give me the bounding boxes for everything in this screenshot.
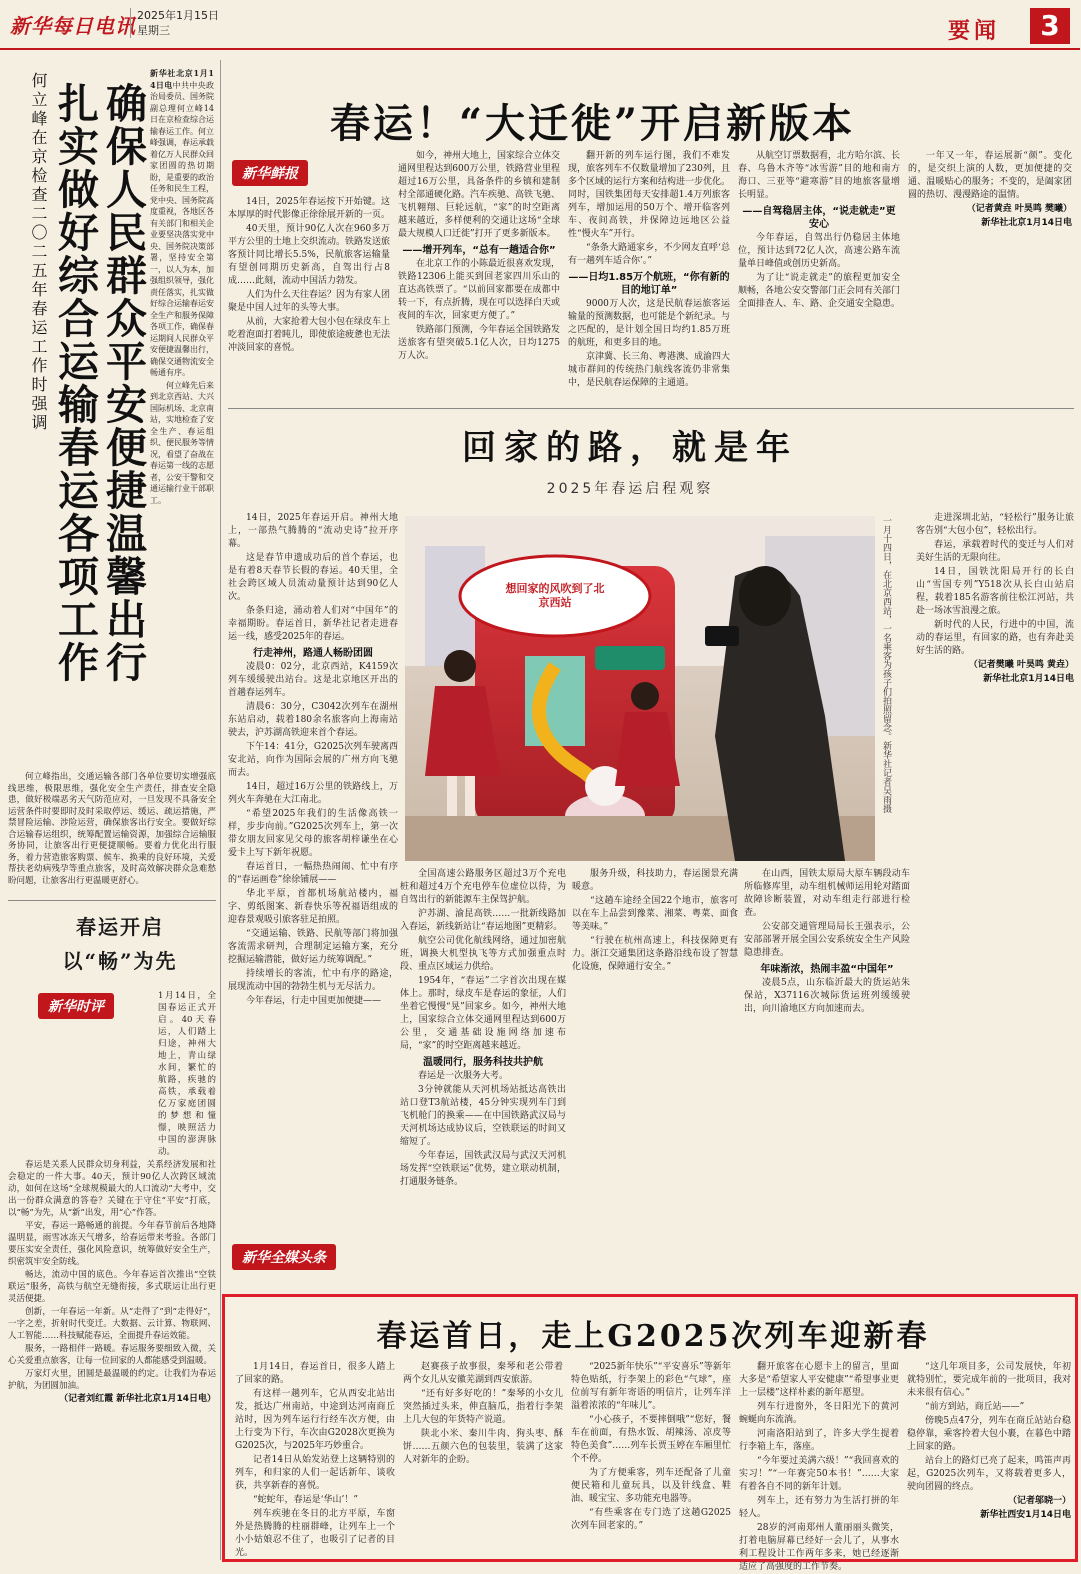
feature-top-paragraph: 一年又一年，春运展新“颜”。变化的，是交织上演的人数，更加便捷的交通、温暖贴心的服务；不变的，是阖家团圆的热切、漫漫路途的温情。 — [908, 151, 1072, 200]
feature-home-col2 — [400, 868, 566, 1240]
photo-illustration — [405, 516, 875, 861]
section-divider — [228, 408, 1074, 409]
lead-dateline: 新华社北京1月14日电 — [150, 68, 214, 90]
bottom-byline: （记者邬晓一） — [1007, 1496, 1071, 1506]
feature-home-paragraph: 航空公司优化航线网络，通过加密航班，调换大机型执飞等方式加强重点时段、重点区域运力供给。 — [400, 936, 566, 972]
feature-top-title: 春运！“大迁徙”开启新版本 — [330, 100, 856, 147]
section-name: 要闻 — [948, 19, 1001, 44]
feature-home-paragraph: 3分钟就能从天河机场站抵达高铁出站口登T3航站楼，45分钟实现列车门到飞机舱门的换乘——在中国铁路武汉局与天河机场达成协议后，空铁联运的时间又缩短了。 — [400, 1085, 566, 1147]
feature-top-paragraph: 今年春运，自驾出行仍稳居主体地位，预计达到72亿人次，高速公路车流量单日峰值或创历史新高。 — [738, 233, 900, 269]
bottom-paragraph: 为了方便乘客，列车还配备了儿童便民箱和儿童玩具，以及针线盒、鞋油、暖宝宝、多功能充电器等。 — [571, 1468, 731, 1504]
feature-top-col4 — [738, 150, 900, 402]
commentary-paragraph: 创新，一年春运一年新。从“走得了”到“走得好”，一字之差，折射时代变迁。大数据、云计算、物联网、人工智能……科技赋能春运，全面提升春运效能。 — [8, 1307, 216, 1341]
feature-home-col4 — [744, 868, 910, 1240]
feature-top-dateline: 新华社北京1月14日电 — [981, 218, 1072, 228]
feature-home-paragraph: “行驶在杭州高速上，科技保障更有力。浙江交通集团这条路沿线布设了智慧化设施，保障通行安全。” — [572, 936, 738, 972]
feature-top-paragraph: 9000万人次，这是民航春运旅客运输量的预测数据，也可能是个新纪录。与之匹配的，是计划全国日均约1.85万班的航班，和更多目的地。 — [568, 299, 731, 348]
bottom-dateline: 新华社西安1月14日电 — [980, 1510, 1071, 1520]
lead-headline-a: 确保人民群众平安便捷温馨出行 — [99, 82, 147, 684]
feature-top-paragraph: 从航空订票数据看，北方哈尔滨、长春、乌鲁木齐等“冰雪游”目的地和南方海口、三亚等“避寒游”目的地旅客量增长明显。 — [738, 151, 901, 200]
feature-home-paragraph: 14日，2025年春运开启。神州大地上，一部热气腾腾的“流动史诗”拉开序幕。 — [228, 513, 398, 549]
lead-divider — [8, 900, 216, 901]
bottom-col3 — [571, 1361, 731, 1557]
feature-home-paragraph: 春运首日，一幅热热闹闹、忙中有序的“春运画卷”徐徐铺展—— — [228, 862, 398, 885]
lead-paragraph: 何立峰先后来到北京西站、大兴国际机场、北京南站，实地检查了安全生产、春运组织、便民服务等情况，看望了奋战在春运第一线的志愿者，公安干警和交通运输行业干部职工。 — [150, 380, 214, 505]
feature-home-col3 — [572, 868, 738, 1240]
newspaper-logo: 新华每日电讯 — [10, 14, 136, 38]
feature-top-paragraph: 在北京工作的小陈最近很喜欢发现，铁路12306上能买到回老家四川乐山的直达高铁票了。“以前回家都要在成都中转一下，有点折腾，现在可以选择白天或夜间的车次，回家更方便了。” — [398, 259, 561, 321]
feature-home-paragraph: “希望2025年我们的生活像高铁一样，步步向前。”G2025次列车上，第一次带女朋友回家见父母的旅客胡梓谦坐在心爱卡上写下新年祝愿。 — [228, 809, 398, 858]
feature-top-paragraph: 如今，神州大地上，国家综合立体交通网里程达到600万公里，铁路营业里程超过16万公里，具备条件的乡镇和建制村全部通硬化路。汽车疾驰、高铁飞驰、飞机翱翔、巨轮远航，“家”的时空距离越来越近，多样便利的交通让这场“全球最大规模人口迁徙”打开了更多新版本。 — [398, 151, 561, 239]
lead-paragraph: 何立峰指出，交通运输各部门各单位要切实增强底线思维，极限思维，强化安全生产责任，排查安全隐患，做好极端恶劣天气防范应对，一旦发现不具备安全运营条件时要即时及时采取停运、缓运、疏运措施，严禁冒险运输、涉险运营，确保旅客出行安全。要做好综合运输春运组织，统筹配置运输资源，加强综合运输服务协同，让旅客出行更便捷顺畅。要着力优化出行服务，着力营造旅客购票、候车、换乘的良好环境，关爱帮扶老幼病残孕等重点旅客，及时高效解决群众急难愁盼问题，让旅客出行更温暖更舒心。 — [8, 772, 216, 886]
bottom-col2 — [403, 1361, 563, 1557]
feature-home-paragraph: 下午14：41分，G2025次列车驶离西安北站，向作为国际会展的广州方向飞驰而去。 — [228, 742, 398, 778]
bottom-col1 — [235, 1361, 395, 1557]
feature-home-dateline: 新华社北京1月14日电 — [983, 674, 1074, 684]
feature-home-paragraph: 14日，国铁沈阳局开行的长白山“雪国专列”Y518次从长白山站启程，载着185名游客前往松江河站，共赴一场冰雪浪漫之旅。 — [916, 567, 1074, 616]
feature-top-tag: 新华鲜报 — [232, 160, 308, 186]
commentary-body — [8, 990, 216, 1550]
feature-home-paragraph: 今年春运，行走中国更加便捷—— — [246, 996, 382, 1006]
feature-home-subtitle: 2025年春运启程观察 — [546, 481, 714, 497]
bottom-paragraph: “这几年项目多，公司发展快，年初就特别忙，要完成年前的一批项目，我对未来很有信心。” — [907, 1362, 1071, 1398]
bottom-paragraph: “前方到站，商丘站——” — [925, 1402, 1025, 1412]
feature-home-paragraph: 凌晨0：02分，北京西站，K4159次列车缓缓驶出站台。这是北京地区开出的首趟春运列车。 — [228, 662, 398, 698]
bottom-col5 — [907, 1361, 1071, 1557]
feature-home-paragraph: “这趟车途经全国22个地市，旅客可以在车上品尝到豫菜、湘菜、粤菜、面食等美味。” — [572, 896, 738, 932]
commentary-paragraph: 万家灯火里，团圆是最温暖的约定。让我们为春运护航，为团圆加油。 — [8, 1369, 216, 1391]
feature-home-paragraph: 14日，超过16万公里的铁路线上，万列火车奔驰在大江南北。 — [228, 782, 398, 805]
feature-top-paragraph: 从前，大家抢着大包小包在绿皮车上吃着泡面打着盹儿，即使旅途疲惫也无法冲淡回家的喜悦。 — [228, 317, 391, 353]
feature-home-paragraph: 公安部交通管理局局长王强表示，公安部部署开展全国公安系统安全生产风险隐患排查。 — [744, 922, 910, 958]
commentary-title-line2: 以“畅”为先 — [62, 949, 178, 973]
feature-home-paragraph: 条条归途，涌动着人们对“中国年”的幸福期盼。春运首日，新华社记者走进春运一线，感受2025年的春运。 — [228, 606, 398, 642]
feature-home-paragraph: 这是春节申遗成功后的首个春运，也是有着8天春节长假的春运。40天里，全社会跨区域人员流动量预计达到90亿人次。 — [228, 553, 398, 602]
lead-headline-b: 扎实做好综合运输春运各项工作 — [51, 82, 99, 684]
feature-home-paragraph: 今年春运，国铁武汉局与武汉天河机场发挥“空铁联运”优势，建立联动机制，打通服务链条。 — [400, 1151, 566, 1187]
feature-top-col1 — [228, 196, 390, 402]
weekday-text: 星期三 — [137, 24, 170, 37]
feature-home-paragraph: 走进深圳北站，“轻松行”服务让旅客告别“大包小包”，轻松出行。 — [916, 513, 1074, 536]
commentary-title — [50, 910, 190, 978]
bottom-paragraph: 翻开旅客在心愿卡上的留言，里面大多是“希望家人平安健康”“希望事业更上一层楼”这样朴素的新年愿望。 — [739, 1362, 899, 1398]
feature-home-byline: （记者樊曦 叶昊鸣 黄垚） — [968, 660, 1074, 670]
feature-home-paragraph: 凌晨5点，山东临沂最大的货运站朱保站，X37116次城际货运班列缓缓驶出，向川渝地区方向加速而去。 — [744, 978, 910, 1014]
bottom-col4 — [739, 1361, 899, 1572]
feature-top-subhead: ——日均1.85万个航班，“你有新的目的地订单” — [568, 272, 730, 296]
commentary-tag: 新华时评 — [38, 993, 114, 1019]
bottom-story-box — [222, 1294, 1078, 1572]
column-rule — [220, 60, 221, 1560]
feature-top-col3 — [568, 150, 730, 402]
bottom-paragraph: 陕北小米、秦川牛肉、狗头枣、酥饼……五颜六色的包装里，装满了这家人对新年的企盼。 — [403, 1429, 563, 1465]
feature-top-paragraph: 40天里，预计90亿人次在960多万平方公里的土地上交织流动。铁路发送旅客预计同比增长5.5%，民航旅客运输量有望创同期历史新高，自驾出行占8成……此刻，流动中国活力勃发。 — [228, 224, 391, 286]
bottom-paragraph: 列车上，还有努力为生活打拼的年轻人。 — [739, 1496, 899, 1519]
feature-home-col5 — [916, 512, 1074, 1260]
date-text: 2025年1月15日 — [137, 9, 219, 22]
feature-home-paragraph: 华北平原，首都机场航站楼内，福字、剪纸图案、新春快乐等祝福语组成的迎春景观吸引旅客驻足拍照。 — [228, 889, 398, 925]
bottom-paragraph: 1月14日，春运首日，很多人踏上了回家的路。 — [235, 1362, 395, 1385]
lead-kicker: 何立峰在京检查二〇二五年春运工作时强调 — [29, 72, 48, 433]
bottom-paragraph: “蛇蛇年，春运是‘华山’！” — [253, 1495, 358, 1505]
commentary-paragraph: 春运是关系人民群众切身利益，关系经济发展和社会稳定的一件大事。40天，预计90亿人次跨区域流动，如何在这场“全球规模最大的人口流动”大考中，交出一份群众满意的答卷？关键在于守住“平安”打底，以“畅”为先，从“新”出发，用“心”作答。 — [8, 1160, 216, 1218]
feature-home-col1 — [228, 512, 398, 1240]
bottom-paragraph: “有些乘客在专门选了这趟G2025次列车回老家的。” — [571, 1508, 731, 1531]
commentary-paragraph: 畅达，流动中国的底色。今年春运首次推出“空铁联运”服务，高铁与航空无缝衔接，多式联运让出行更灵活便捷。 — [8, 1270, 216, 1304]
bottom-paragraph: “还有好多好吃的！”秦琴的小女儿突然插过头来，伸直脑瓜，指着行李架上几大包的年货特产说道。 — [403, 1389, 563, 1425]
feature-home-paragraph: 沪苏湖、渝昆高铁……一批新线路加入春运，新线新站让“春运地图”更精彩。 — [400, 909, 566, 932]
feature-top-subhead: ——增开列车，“总有一趟适合你” — [402, 245, 556, 256]
bottom-paragraph: 列车行进窗外，冬日阳光下的黄河蜿蜒向东流淌。 — [739, 1402, 899, 1425]
feature-home-subhead: 年味渐浓，热闹丰盈“中国年” — [760, 964, 894, 975]
feature-top-paragraph: 14日，2025年春运按下开始键。这本厚厚的时代影像正徐徐展开新的一页。 — [228, 197, 391, 220]
photo-caption: 一月十四日，在北京西站，一名乘客为孩子们拍照留念。新华社记者吴雨摄 — [881, 516, 891, 813]
page-number: 3 — [1030, 8, 1070, 44]
feature-top-byline: （记者黄垚 叶昊鸣 樊曦） — [966, 204, 1072, 214]
feature-home-paragraph: 新时代的人民，行进中的中国，流动的春运里，有回家的路，也有奔赴美好生活的路。 — [916, 620, 1074, 656]
lead-body-column — [150, 68, 214, 778]
feature-top-col2 — [398, 150, 560, 402]
feature-home-paragraph: 清晨6：30分，C3042次列车在湖州东站启动，载着180余名旅客向上海南站驶去，沪苏湖高铁迎来首个春运。 — [228, 702, 398, 738]
bottom-paragraph: 列车疾驰在冬日的北方平原，车窗外是热腾腾的柱丽群峰，让列车上一个小小姑娘忍不住了，也吸引了记者的目光。 — [235, 1509, 395, 1558]
lead-body-bottom — [8, 772, 216, 892]
bottom-paragraph: 河南洛阳站到了，许多大学生提着行李箱上车，落座。 — [739, 1429, 899, 1452]
bottom-paragraph: 有这样一趟列车，它从西安北站出发，抵达广州南站，中途到达河南商丘站时，因为列车运行行经车次方便，由上行变为下行，车次由G2028次更换为G2025次，与2025年巧妙重合。 — [235, 1389, 395, 1451]
commentary-title-line1: 春运开启 — [76, 915, 164, 939]
feature-top-col5 — [908, 150, 1072, 402]
feature-top-paragraph: 为了让“说走就走”的旅程更加安全顺畅，各地公安交警部门正会同有关部门全面排查人、车、路、企交通安全隐患。 — [738, 273, 901, 309]
bottom-paragraph: 傍晚5点47分，列车在商丘站站台稳稳停靠，乘客拎着大包小裹，在暮色中踏上回家的路。 — [907, 1416, 1071, 1452]
commentary-paragraph: 1月14日，全国春运正式开启。40天春运，人们踏上归途，神州大地上，青山绿水间，繁忙的航路，疾驰的高铁，承载着亿万家庭团圆的梦想和憧憬，映照活力中国的澎湃脉动。 — [158, 991, 216, 1157]
bottom-paragraph: “今年要过美满六级！”“我回喜欢的实习！”“一年赛完50本书！”……大家有着各自不同的新年计划。 — [739, 1456, 899, 1492]
feature-home-paragraph: 服务升级，科技助力，春运图景充满暖意。 — [572, 869, 738, 892]
issue-date — [130, 8, 219, 38]
feature-top-paragraph: 铁路部门预测，今年春运全国铁路发送旅客有望突破5.1亿人次，日均1275万人次。 — [398, 325, 561, 361]
feature-top-subhead: ——自驾稳居主体，“说走就走”更安心 — [742, 206, 896, 230]
feature-top-paragraph: “条条大路通家乡，不少网友直呼‘总有一趟列车适合你’。” — [568, 243, 730, 266]
bottom-title: 春运首日，走上G2025次列车迎新春 — [376, 1319, 930, 1354]
bottom-paragraph: 站台上的路灯已亮了起来，鸣笛声再起，G2025次列车，又将载着更多人，驶向团圆的终点。 — [907, 1456, 1071, 1492]
feature-top-paragraph: 翻开新的列车运行图，我们不难发现，旅客列车不仅数量增加了230列，且多个区域的运行方案和结构进一步优化。同时，国铁集团每天安排超1.4万列旅客列车，增加运用的50万个、增开临客列车、夜间高铁，并保障边远地区公益性“慢火车”开行。 — [568, 151, 731, 239]
feature-home-paragraph: “交通运输、铁路、民航等部门将加强客流需求研判，合理制定运输方案，充分挖掘运输潜能，做好运力统筹调配。” — [228, 929, 398, 965]
feature-home-paragraph: 1954年，“春运”二字首次出现在媒体上。那时，绿皮车是春运的象征，人们坐着它慢慢“晃”回家乡。如今，神州大地上，国家综合立体交通网里程达到600万公里，交通基础设施网络加速布局，“家”的时空距离越来越近。 — [400, 976, 566, 1051]
feature-home-subhead: 温暖同行，服务科技共护航 — [423, 1057, 543, 1068]
feature-home-paragraph: 持续增长的客流，忙中有序的路途，展现流动中国的勃勃生机与无尽活力。 — [228, 969, 398, 992]
news-photo — [405, 516, 875, 861]
bottom-paragraph: “小心孩子，不要摔倒哦”“您好，餐车在前面，有热水饭、胡辣汤、凉皮等特色美食”……列车长贾玉婷在车厢里忙个不停。 — [571, 1415, 731, 1464]
bottom-paragraph: 赵赛孩子故事很，秦琴和老公带着两个女儿从安徽芜湖到西安旅游。 — [403, 1362, 563, 1385]
feature-home-subhead: 行走神州，路通人畅盼团圆 — [253, 648, 373, 659]
bottom-paragraph: “2025新年快乐”“平安喜乐”等新年特色贴纸，行李架上的彩色“气球”，座位前写有新年寄语的明信片，让列车洋溢着浓浓的“年味儿”。 — [571, 1362, 731, 1411]
feature-home-paragraph: 在山西，国铁太原局大原车辆段动车所临修库里，动车组机械师运用轮对踏面故障诊断装置，对动车组走行部进行检查。 — [744, 869, 910, 918]
feature-top-paragraph: 京津冀、长三角、粤港澳、成渝四大城市群间的传统热门航线客流仍非常集中，是民航春运保障的主通道。 — [568, 352, 731, 388]
feature-home-paragraph: 春运，承载着时代的变迁与人们对美好生活的无限向往。 — [916, 540, 1074, 563]
feature-top-paragraph: 人们为什么天往春运？因为有家人团聚是中国人过年的头等大事。 — [228, 290, 391, 313]
bottom-tag: 新华全媒头条 — [232, 1244, 336, 1270]
commentary-byline: （记者刘红霞 新华社北京1月14日电） — [59, 1394, 216, 1404]
lead-paragraph: 中共中央政治局委员、国务院副总理何立峰14日在京检查综合运输春运工作。何立峰强调，春运承载着亿万人民群众回家团圆的热切期盼，是重要的政治任务和民生工程，党中央、国务院高度重视，各地区各有关部门和相关企业要坚决落实党中央、国务院决策部署，坚持安全第一，以人为本，加强组织领导，强化责任落实，扎实做好综合运输春运安全生产和服务保障各项工作，确保春运期间人民群众平安便捷温馨出行，确保交通物流安全畅通有序。 — [150, 80, 214, 377]
feature-home-paragraph: 全国高速公路服务区超过3万个充电桩和超过4万个充电停车位虚位以待，为自驾出行的新能源车主保驾护航。 — [400, 869, 566, 905]
bottom-paragraph: 记者14日从始发站登上这辆特别的列车，和归家的人们一起话新年、谈收获，共享新春的喜悦。 — [235, 1455, 395, 1491]
feature-home-paragraph: 春运是一次服务大考。 — [418, 1071, 509, 1081]
commentary-paragraph: 平安，春运一路畅通的前提。今年春节前后各地降温明显，雨雪冰冻天气增多，给春运带来考验。各部门要压实安全责任，强化风险意识，统筹做好安全生产，织密筑牢安全防线。 — [8, 1221, 216, 1267]
bottom-paragraph: 28岁的河南郑州人董丽丽头微笑，打着电脑屏幕已经好一会儿了，从事水利工程设计工作两年多来，她已经逐渐适应了高强度的工作节奏。 — [739, 1523, 899, 1572]
commentary-paragraph: 服务，一路相伴一路暖。春运服务要细致入微，关心关爱重点旅客，让每一位回家的人都能感受到温暖。 — [8, 1344, 216, 1366]
feature-home-title: 回家的路，就是年 — [462, 428, 798, 468]
photo-sign-text: 想回家的风吹到了北京西站 — [505, 582, 605, 609]
